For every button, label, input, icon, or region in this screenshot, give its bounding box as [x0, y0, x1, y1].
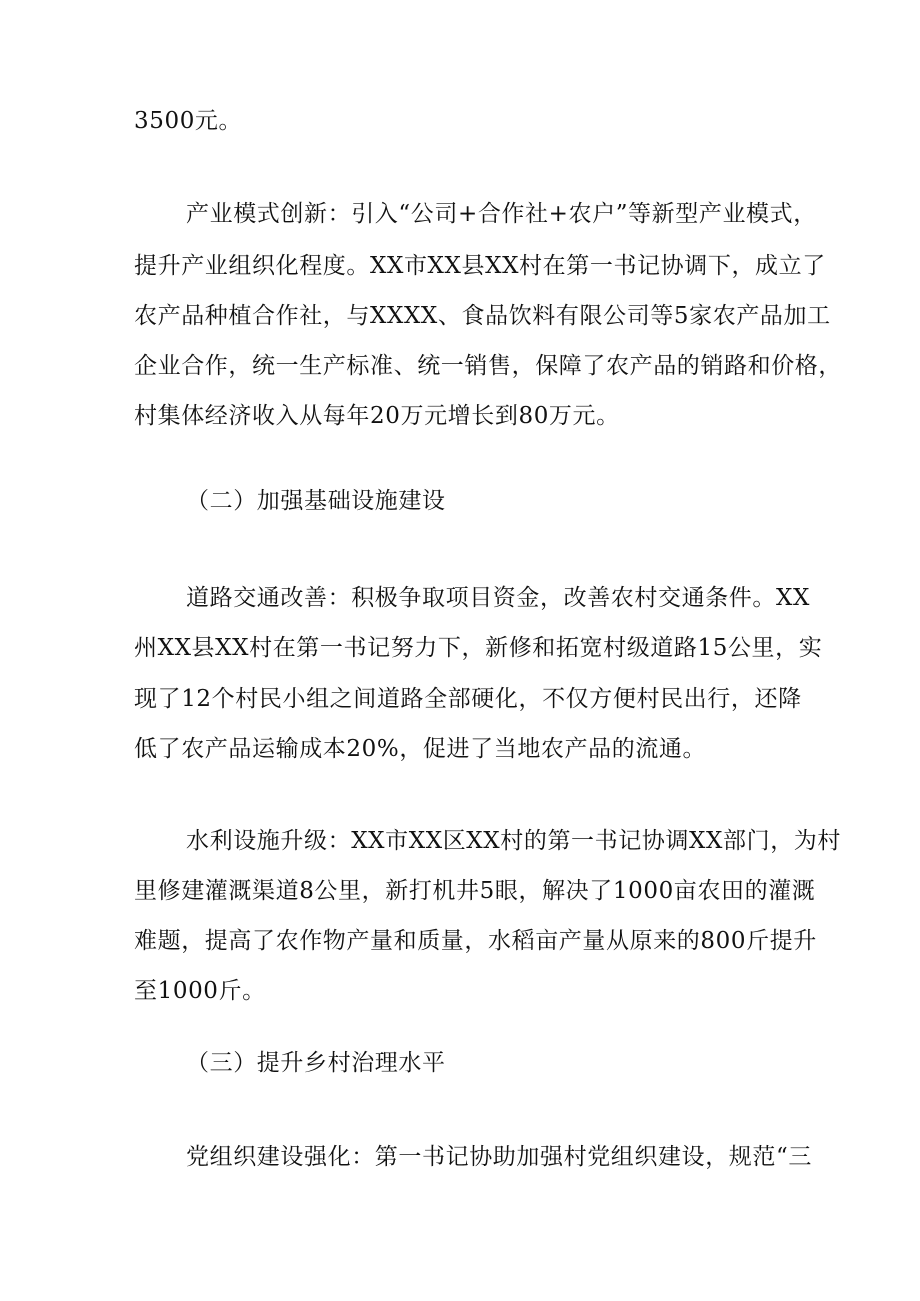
paragraph-line: 里修建灌溉渠道8公里，新打机井5眼，解决了1000亩农田的灌溉	[134, 878, 816, 904]
paragraph-line: 党组织建设强化：第一书记协助加强村党组织建设，规范“三	[186, 1144, 812, 1170]
paragraph-line: 州XX县XX村在第一书记努力下，新修和拓宽村级道路15公里，实	[134, 635, 823, 661]
paragraph-line: 产业模式创新：引入“公司+合作社+农户”等新型产业模式，	[186, 201, 817, 227]
paragraph-line: 难题，提高了农作物产量和质量，水稻亩产量从原来的800斤提升	[134, 928, 817, 954]
paragraph-line: 至1000斤。	[134, 978, 266, 1004]
paragraph-line: 提升产业组织化程度。XX市XX县XX村在第一书记协调下，成立了	[134, 253, 826, 279]
paragraph-line: 低了农产品运输成本20%，促进了当地农产品的流通。	[134, 736, 707, 762]
paragraph-line: 水利设施升级：XX市XX区XX村的第一书记协调XX部门，为村	[186, 828, 841, 854]
paragraph-line: 现了12个村民小组之间道路全部硬化，不仅方便村民出行，还降	[134, 686, 802, 712]
paragraph-line: 3500元。	[134, 108, 243, 134]
paragraph-line: 企业合作，统一生产标准、统一销售，保障了农产品的销路和价格，	[134, 353, 842, 379]
paragraph-line: 道路交通改善：积极争取项目资金，改善农村交通条件。XX	[186, 585, 810, 611]
paragraph-line: 村集体经济收入从每年20万元增长到80万元。	[134, 403, 620, 429]
section-heading: （二）加强基础设施建设	[186, 488, 446, 514]
section-heading: （三）提升乡村治理水平	[186, 1050, 446, 1076]
paragraph-line: 农产品种植合作社，与XXXX、食品饮料有限公司等5家农产品加工	[134, 303, 831, 329]
